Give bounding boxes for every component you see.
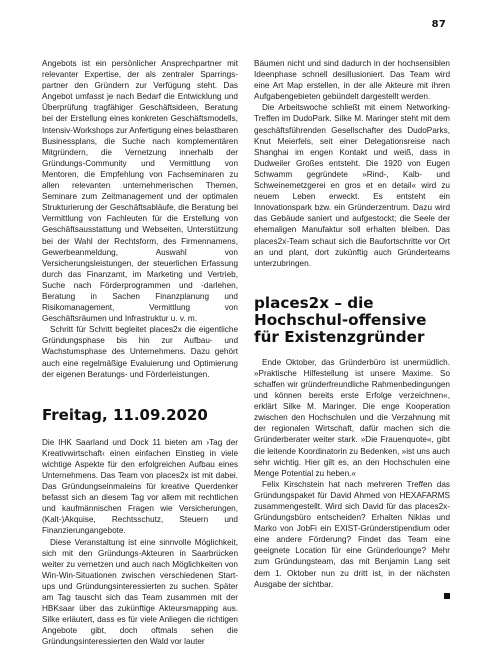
page-number: 87	[431, 19, 446, 30]
square-icon	[444, 593, 450, 599]
paragraph: Ende Oktober, das Gründerbüro ist unermüdlich. »Praktische Hilfestellung ist unsere Maxime. So schaffen wir gründerfreundliche Rahmenbedingungen und können bereits erste Erfolge verzeichnen«, erklärt Silke M. Maringer. Die enge Kooperation zwischen den Hochschulen und die Verzahnung mit der regionalen Wirtschaft, dafür machen sich die Gründerberater weiter stark. »Die Frauenquote«, gibt die leitende Koordinatorin zu Bedenken, »ist uns auch sehr wichtig. Hier gilt es, an den Hochschulen eine Menge Potential zu heben.«	[254, 357, 450, 478]
paragraph: Schritt für Schritt begleitet places2x die eigentliche Gründungsphase bis hin zur Aufbau- und Wachstumsphase des Unternehmens. Dazu gehört auch eine regelmäßige Evaluierung und Optimierung der eigenen Beratungs- und Förderleistungen.	[42, 325, 238, 379]
right-column	[254, 58, 450, 599]
paragraph: Bäumen nicht und sind dadurch in der hochsensiblen Ideenphase schnell desillusioniert. Das Team wird eine Art Map erstellen, in der alle Akteure mit ihren Aufgabengebieten gebündelt dargestellt werden.	[254, 59, 450, 102]
section-heading: places2x – die Hochschul-offensive für Existenzgründer	[254, 293, 427, 346]
paragraph: Angebots ist ein persönlicher Ansprechpartner mit relevanter Expertise, der als zentraler Sparrings-partner den Gründern zur Verfügung steht. Das Angebot umfasst je nach Bedarf die Entwicklung und Überprüfung tragfähiger Geschäftsideen, Beratung bei der Erstellung eines konkreten Geschäftsmodells, Intensiv-Workshops zur Anfertigung eines belastbaren Businessplans, die Suche nach komplementären Mitgründern, die Vernetzung innerhalb der Gründungs-Community und Vermittlung von Mentoren, die Empfehlung von Fachseminaren zu allen relevanten unternehmerischen Themen, Seminare zum Zeitmanagement und der optimalen Strukturierung der Geschäftsabläufe, die Beratung bei Vermittlung von Fachleuten für die Erstellung von Geschäftsausstattung und Webseiten, Unterstützung bei der Wahl der Rechtsform, des Firmennamens, Gewerbeanmeldung, Auswahl von Versicherungsleistungen, der steuerlichen Erfassung durch das Finanzamt, im Marketing und Vertrieb, Suche nach Förderprogrammen und -darlehen, Beratung in Sachen Finanzplanung und Risikomanagement, Vermittlung von Geschäftsräumen und Infrastruktur u. v. m.	[42, 59, 239, 324]
section-heading: Freitag, 11.09.2020	[42, 405, 208, 424]
paragraph: Diese Veranstaltung ist eine sinnvolle Möglichkeit, sich mit den Gründungs-Akteuren in Saarbrücken weiter zu vernetzen und auch nach Möglichkeiten von Win-Win-Situationen zwischen verschiedenen Start-ups und Gründungsinteressierten zu suchen. Später am Tag tauscht sich das Team zusammen mit der HBKsaar über das zukünftige Akteursmapping aus. Silke erläutert, dass es für viele Anliegen die richtigen Angebote gibt, doch oftmals sehen die Gründungsinteressierten den Wald vor lauter	[42, 537, 238, 647]
paragraph: Die Arbeitswoche schließt mit einem Networking-Treffen im DudoPark. Silke M. Maringer steht mit dem geschäftsführenden Gesellschafter des DudoParks, Knut Meierfels, seit einer Delegationsreise nach Shanghai im engen Kontakt und weiß, dass in Dudweiler Großes entsteht. Die 1920 von Eugen Schwamm gegründete »Rind-, Kalb- und Schweinemetzgerei en gros et en detail« wird zu neuem Leben erweckt. Es entsteht ein Innovationspark bzw. ein Gründerzentrum. Dazu wird das Gebäude saniert und aufgestockt; die Seele der ehemaligen Manufaktur soll erhalten bleiben. Das places2x-Team schaut sich die Baufortschritte vor Ort an und plant, dort zukünftig auch Gründerteams unterzubringen.	[254, 103, 450, 268]
paragraph: Felix Kirschstein hat nach mehreren Treffen das Gründungspaket für David Ahmed von HEXAFARMS zusammengestellt. Wird sich David für das places2x-Gründungsbüro entscheiden? Erhalten Niklas und Marko von JobFi ein EXIST-Gründerstipendium oder eine andere Förderung? Findet das Team eine geeignete Location für eine Gründerlounge? Mehr zum Gründungsteam, das mit Benjamin Lang seit dem 1. Oktober nun zu dritt ist, in der nächsten Ausgabe der sichtbar.	[254, 479, 450, 589]
left-column	[42, 58, 238, 648]
paragraph: Die IHK Saarland und Dock 11 bieten am ›Tag der Kreativwirtschaft‹ einen einfachen Einstieg in viele wichtige Aspekte für den erfolgreichen Aufbau eines Unternehmens. Das Team von places2x ist mit dabei. Das Gründungseinmaleins für kreative Querdenker befasst sich an diesem Tag vor allem mit rechtlichen und kaufmännischen Fragen wie Versicherungen, (Kalt-)Akquise, Rechtsschutz, Steuern und Finanzierungangebote.	[42, 437, 238, 536]
